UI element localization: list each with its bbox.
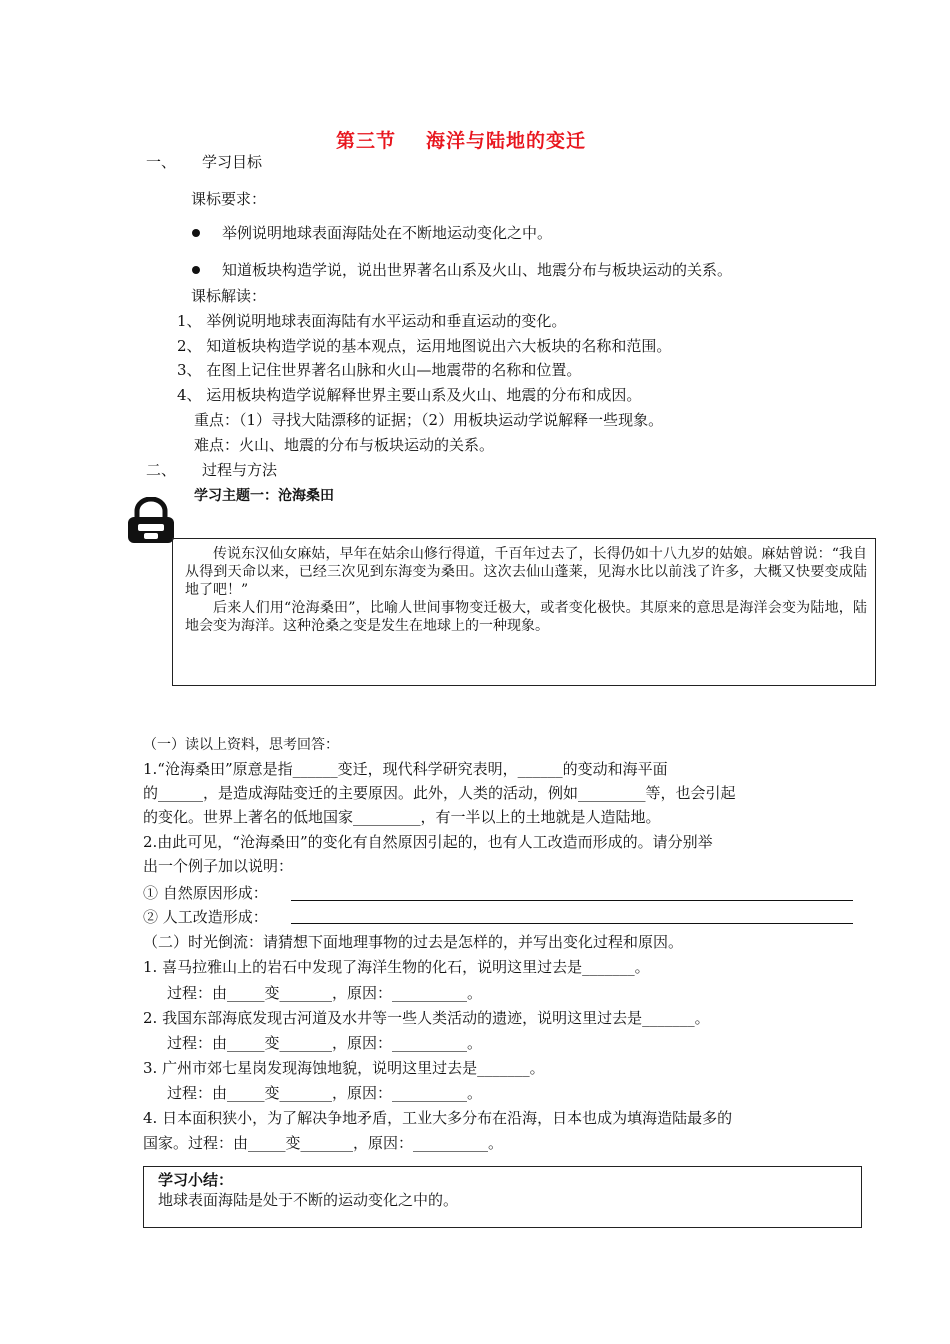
story-paragraph-2: 后来人们用“沧海桑田”，比喻人世间事物变迁极大，或者变化极快。其原来的意思是海洋会变为陆地，陆地会变为海洋。这种沧桑之变是发生在地球上的一种现象。 [185, 600, 867, 634]
title-topic: 海洋与陆地的变迁 [426, 130, 587, 152]
task-3: 3. 广州市郊七星岗发现海蚀地貌，说明这里过去是_______。 [143, 1059, 545, 1077]
q1-line-2: 的______，是造成海陆变迁的主要原因。此外，人类的活动，例如_________等，也会引起 [143, 784, 736, 802]
answer-line-natural[interactable] [291, 900, 853, 901]
q2-artificial-label: ② 人工改造形成： [143, 908, 268, 926]
part-2-heading: （二）时光倒流：请猜想下面地理事物的过去是怎样的，并写出变化过程和原因。 [143, 933, 684, 951]
q1-line-1: 1.“沧海桑田”原意是指______变迁，现代科学研究表明，______的变动和海平面 [143, 760, 668, 778]
task-4-line-2: 国家。过程：由_____变_______，原因：__________。 [143, 1134, 504, 1152]
key-points: 重点：（1）寻找大陆漂移的证据；（2）用板块运动学说解释一些现象。 [194, 411, 664, 429]
title-section: 第三节 [336, 130, 397, 152]
page-title [336, 126, 586, 153]
q2-line-1: 2.由此可见，“沧海桑田”的变化有自然原因引起的，也有人工改造而形成的。请分别举 [143, 833, 713, 851]
task-2-process: 过程：由_____变_______，原因：__________。 [167, 1034, 483, 1052]
summary-box [143, 1166, 862, 1228]
study-theme-1: 学习主题一：沧海桑田 [194, 488, 334, 504]
bullet-icon [192, 266, 200, 274]
section-2-number: 二、 [146, 461, 177, 479]
curriculum-interpretation-label: 课标解读： [191, 287, 267, 305]
section-1-heading: 学习目标 [202, 153, 263, 171]
q2-natural-label: ① 自然原因形成： [143, 884, 268, 902]
interpretation-3: 3、 在图上记住世界著名山脉和火山—地震带的名称和位置。 [177, 361, 582, 379]
task-2: 2. 我国东部海底发现古河道及水井等一些人类活动的遗迹，说明这里过去是_______。 [143, 1009, 710, 1027]
interpretation-1: 1、 举例说明地球表面海陆有水平运动和垂直运动的变化。 [177, 312, 567, 330]
lock-icon [125, 497, 177, 545]
requirement-1: 举例说明地球表面海陆处在不断地运动变化之中。 [222, 224, 553, 242]
task-1: 1. 喜马拉雅山上的岩石中发现了海洋生物的化石，说明这里过去是_______。 [143, 958, 650, 976]
summary-body: 地球表面海陆是处于不断的运动变化之中的。 [158, 1191, 459, 1209]
story-box [172, 538, 876, 686]
section-1-number: 一、 [146, 153, 177, 171]
q2-line-2: 出一个例子加以说明： [143, 857, 294, 875]
requirement-2: 知道板块构造学说，说出世界著名山系及火山、地震分布与板块运动的关系。 [222, 261, 733, 279]
task-1-process: 过程：由_____变_______，原因：__________。 [167, 984, 483, 1002]
interpretation-2: 2、 知道板块构造学说的基本观点，运用地图说出六大板块的名称和范围。 [177, 337, 672, 355]
task-3-process: 过程：由_____变_______，原因：__________。 [167, 1084, 483, 1102]
q1-line-3: 的变化。世界上著名的低地国家_________，有一半以上的土地就是人造陆地。 [143, 808, 661, 826]
part-1-heading: （一）读以上资料，思考回答： [143, 737, 339, 753]
interpretation-4: 4、 运用板块构造学说解释世界主要山系及火山、地震的分布和成因。 [177, 386, 642, 404]
bullet-icon [192, 229, 200, 237]
answer-line-artificial[interactable] [291, 923, 853, 924]
curriculum-requirements-label: 课标要求： [191, 190, 267, 208]
task-4-line-1: 4. 日本面积狭小，为了解决争地矛盾，工业大多分布在沿海，日本也成为填海造陆最多的 [143, 1109, 733, 1127]
section-2-heading: 过程与方法 [202, 461, 278, 479]
difficult-points: 难点：火山、地震的分布与板块运动的关系。 [194, 436, 495, 454]
summary-heading: 学习小结： [158, 1171, 234, 1189]
story-paragraph-1: 传说东汉仙女麻姑，早年在姑余山修行得道，千百年过去了，长得仍如十八九岁的姑娘。麻姑曾说：“我自从得到天命以来，已经三次见到东海变为桑田。这次去仙山蓬莱，见海水比以前浅了许多，大概又快要变成陆地了吧！” [185, 546, 867, 598]
